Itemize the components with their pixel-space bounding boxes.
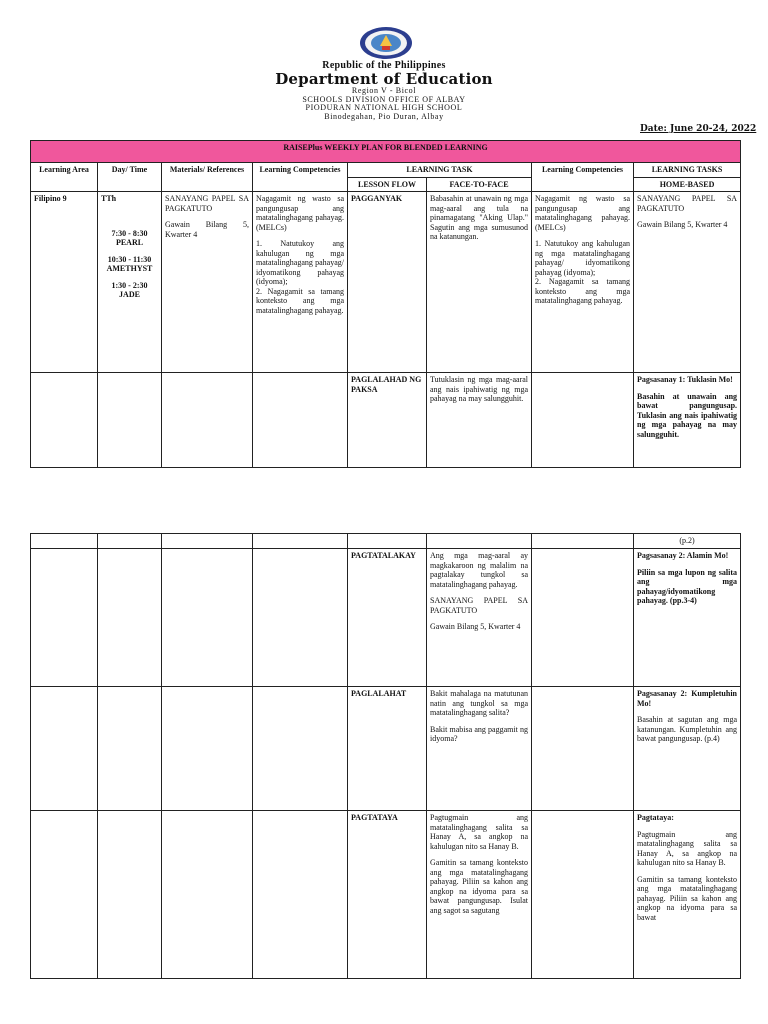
weekly-plan-table	[30, 140, 741, 468]
cell-lesson-flow	[348, 811, 427, 979]
section-1: PEARL	[115, 238, 144, 247]
lesson-flow-value: PAGLALAHAT	[351, 689, 407, 698]
table-title-row	[31, 141, 741, 163]
cell-day-time	[98, 192, 162, 373]
cell-area	[31, 192, 98, 373]
face-to-face-text: Ang mga mag-aaral ay magkakaroon ng malalim na pagtalakay tungkol sa matatalinghagang pahayag.	[430, 551, 528, 589]
cell-lesson-flow	[348, 373, 427, 468]
cell-home-based	[634, 549, 741, 687]
face-to-face-text: Babasahin at unawain ng mga mag-aaral ang tula na pinamagatang "Aking Ulap." Sagutin ang mga sumusunod na katanungan.	[430, 194, 528, 241]
cell-home-based	[634, 373, 741, 468]
table-title: RAISEPlus WEEKLY PLAN FOR BLENDED LEARNING	[31, 141, 741, 163]
cell-face-to-face	[427, 192, 532, 373]
home-task-title: Pagsasanay 2: Alamin Mo!	[637, 551, 729, 560]
table-row	[31, 549, 741, 687]
lesson-flow-value: PAGTATALAKAY	[351, 551, 416, 560]
lesson-flow-value: PAGGANYAK	[351, 194, 403, 203]
competency2-2: 2. Nagagamit sa tamang konteksto ang mga matatalinghagang pahayag.	[535, 277, 630, 305]
lesson-flow-value: PAGTATAYA	[351, 813, 398, 822]
col-competencies-2: Learning Competencies	[532, 163, 634, 192]
school-label: PIODURAN NATIONAL HIGH SCHOOL	[305, 103, 463, 112]
home-task-body: Basahin at sagutan ang mga katanungan. Kumpletuhin ang bawat pangungusap. (p.4)	[637, 715, 737, 743]
col-competencies: Learning Competencies	[253, 163, 348, 192]
face-to-face-question-2: Bakit mabisa ang paggamit ng idyoma?	[430, 724, 528, 743]
cell-home-based	[634, 811, 741, 979]
col-home-based: HOME-BASED	[634, 177, 741, 192]
col-lesson-flow: LESSON FLOW	[348, 177, 427, 192]
home-task-item-1: Pagtugmain ang matatalinghagang salita sa Hanay A, sa angkop na kahulugan nito sa Hanay B.	[637, 829, 737, 867]
col-materials: Materials/ References	[162, 163, 253, 192]
home-task-body: Basahin at unawain ang bawat pangungusap. Tuklasin ang nais ipahiwatig ng mga pahayag na may salungguhit.	[637, 391, 738, 439]
region-label: Region V - Bicol	[351, 86, 417, 95]
division-label: SCHOOLS DIVISION OFFICE OF ALBAY	[302, 94, 466, 104]
cell-competencies	[253, 192, 348, 373]
col-learning-area: Learning Area	[31, 163, 98, 192]
deped-seal-icon	[359, 26, 413, 60]
material-title: SANAYANG PAPEL SA PAGKATUTO	[165, 194, 249, 213]
face-to-face-item-2: Gamitin sa tamang konteksto ang mga matatalinghagang pahayag. Piliin sa kahon ang angkop na idyoma para sa bawat pangungusap. Isulat ang sagot sa sagutang	[430, 858, 528, 915]
face-to-face-text: Tutuklasin ng mga mag-aaral ang nais ipahiwatig ng mga pahayag na may salungguhit.	[430, 375, 528, 403]
face-to-face-question-1: Bakit mahalaga na matutunan natin ang tungkol sa mga matatalinghagang salita?	[430, 689, 528, 717]
competency2-1: 1. Natutukoy ang kahulugan ng mga matatalinghagang pahayag/ idyomatikong pahayag (idyoma);	[535, 239, 630, 277]
competency-1: 1. Natutukoy ang kahulugan ng mga matatalinghagang pahayag/ idyomatikong pahayag (idyoma);	[256, 239, 344, 286]
table-row	[31, 192, 741, 373]
home-task-title: Pagsasanay 1: Tuklasin Mo!	[637, 375, 733, 384]
time-slot-2: 10:30 - 11:30	[107, 254, 152, 264]
day-value: TTh	[101, 194, 117, 203]
cell-face-to-face	[427, 811, 532, 979]
home-gawain: Gawain Bilang 5, Kwarter 4	[637, 220, 728, 229]
home-task-item-2: Gamitin sa tamang konteksto ang mga matatalinghagang pahayag. Piliin sa kahon ang angkop na idyoma para sa bawat	[637, 874, 737, 922]
competency-2: 2. Nagagamit sa tamang konteksto ang mga matatalinghagang pahayag.	[256, 286, 344, 315]
header-row-1	[31, 163, 741, 178]
cell-face-to-face	[427, 373, 532, 468]
face-to-face-material: SANAYANG PAPEL SA PAGKATUTO	[430, 596, 528, 615]
col-face-to-face: FACE-TO-FACE	[427, 177, 532, 192]
cell-home-based	[634, 687, 741, 811]
col-day-time: Day/ Time	[98, 163, 162, 192]
cell-lesson-flow	[348, 192, 427, 373]
weekly-plan-table-continued	[30, 533, 741, 979]
address-label: Binodegahan, Pio Duran, Albay	[324, 111, 444, 121]
material-gawain: Gawain Bilang 5, Kwarter 4	[165, 220, 249, 239]
home-task-title: Pagtataya:	[637, 813, 674, 822]
table-row	[31, 534, 741, 549]
cell-lesson-flow	[348, 687, 427, 811]
time-slot-3: 1:30 - 2:30	[111, 280, 148, 290]
home-material: SANAYANG PAPEL SA PAGKATUTO	[637, 194, 738, 213]
lesson-flow-value: PAGLALAHAD NG PAKSA	[351, 375, 422, 394]
home-task-title: Pagsasanay 2: Kumpletuhin Mo!	[637, 689, 737, 708]
cell-lesson-flow	[348, 549, 427, 687]
section-2: AMETHYST	[106, 264, 153, 273]
cell-face-to-face	[427, 687, 532, 811]
republic-label: Republic of the Philippines	[322, 60, 446, 71]
cell-home-based	[634, 192, 741, 373]
competency-intro: Nagagamit ng wasto sa pangungusap ang matatalinghagang pahayag. (MELCs)	[256, 194, 344, 232]
col-learning-task: LEARNING TASK	[348, 163, 532, 178]
table-row	[31, 811, 741, 979]
home-task-body: Piliin sa mga lupon ng salita ang mga pahayag/idyomatikong pahayag. (pp.3-4)	[637, 567, 737, 605]
face-to-face-item-1: Pagtugmain ang matatalinghagang salita sa Hanay A, sa angkop na kahulugan nito sa Hanay B.	[430, 813, 528, 851]
time-slot-1: 7:30 - 8:30	[111, 228, 148, 238]
cell-face-to-face	[427, 549, 532, 687]
face-to-face-gawain: Gawain Bilang 5, Kwarter 4	[430, 622, 521, 631]
department-label: Department of Education	[275, 70, 493, 88]
col-learning-tasks: LEARNING TASKS	[634, 163, 741, 178]
cell-competencies-2	[532, 192, 634, 373]
cell-materials	[162, 192, 253, 373]
table-row	[31, 687, 741, 811]
document-date: Date: June 20-24, 2022	[640, 124, 757, 134]
section-3: JADE	[119, 290, 140, 299]
page-reference: (p.2)	[634, 534, 741, 549]
competency2-intro: Nagagamit ng wasto sa pangungusap ang matatalinghagang pahayag. (MELCs)	[535, 194, 630, 232]
learning-area-value: Filipino 9	[34, 194, 67, 203]
table-row	[31, 373, 741, 468]
